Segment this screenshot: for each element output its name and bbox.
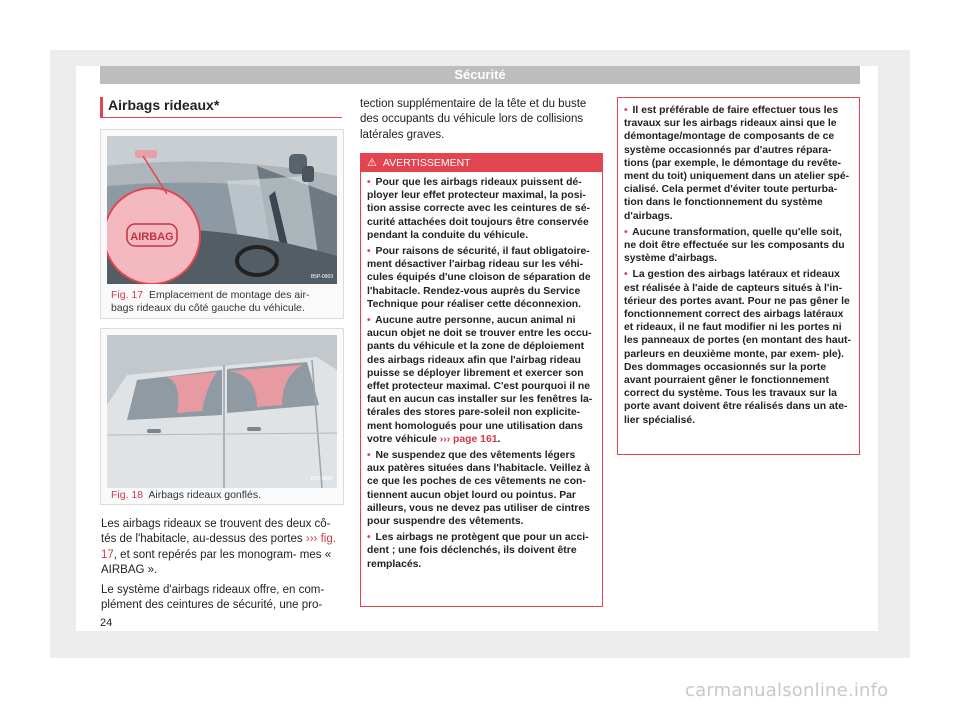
paragraph-text: Les airbags rideaux se trouvent des deux cô- tés de l'habitacle, au-dessus des portes <box>101 518 331 546</box>
figure-17 <box>100 129 344 319</box>
figure-label: Fig. 17 <box>111 289 144 301</box>
cross-reference-arrows: ››› <box>305 533 318 546</box>
airbag-monogram-label: AIRBAG <box>130 231 174 243</box>
warning-heading <box>361 154 602 172</box>
warning-item: • Aucune transformation, quelle qu'elle soit, ne doit être effectuée sur les composants du système d'airbags. <box>624 226 845 265</box>
figure-link[interactable]: fig. 17 <box>101 533 336 561</box>
page-number: 24 <box>100 617 113 629</box>
figure-caption <box>111 489 333 502</box>
warning-item: • Ne suspendez que des vêtements légers aux patères situées dans l'habitacle. Veillez à ce que les poches de ces vêtements ne con- tiennent aucun objet lourd ou pointus. Par ailleurs, vous ne devez pas utiliser de cintres pour suspendre des vêtements. <box>367 450 591 528</box>
warning-list <box>618 98 859 427</box>
inflated-airbags-illustration <box>107 335 337 488</box>
figure-caption-text: Emplacement de montage des air- bags rideaux du côté gauche du véhicule. <box>111 289 310 314</box>
warning-heading-text: AVERTISSEMENT <box>382 157 471 169</box>
figure-code: B5P-0830 <box>310 476 333 482</box>
warning-item: • Aucune autre personne, aucun animal ni aucun objet ne doit se trouver entre les occu- pants du véhicule et la zone de déploiement des airbags rideaux afin que l'airbag rideau puisse se déployer librement et exercer son effet protecteur maximal. C'est pourquoi il ne faut en aucun cas installer sur les fenêtres la- térales des stores pare-soleil non explicite- ment homologués pour une utilisation dans votre véhicule ››› page 161. <box>367 315 593 445</box>
warning-item: • La gestion des airbags latéraux et rideaux est réalisée à l'aide de capteurs situés à l'in- térieur des portes avant. Pour ne pas gêner le fonctionnement correct des airbags latéraux et rideaux, il ne faut modifier ni les portes ni les panneaux de portes (en montant des haut-parleurs en deuxième monte, par exem- ple). Des dommages occasionnés sur la porte avant pourraient gêner le fonctionnement correct du système. Tous les travaux sur la porte avant doivent être réalisés dans un ate- lier spécialisé. <box>624 269 851 426</box>
paragraph-text: , et sont repérés par les monogram- mes « AIRBAG ». <box>101 548 332 577</box>
warning-item: • Il est préférable de faire effectuer tous les travaux sur les airbags rideaux ainsi que le démontage/montage de composants de ce système occasionnés par d'autres répara- tions (par exemple, le démontage du revête- ment du toit) uniquement dans un atelier spé- cialisé. Cela permet d'éviter toute perturba- tion dans le fonctionnement du système d'airbags. <box>624 105 850 222</box>
section-title: Airbags rideaux* <box>100 97 342 118</box>
paragraph <box>101 517 344 579</box>
paragraph: Le système d'airbags rideaux offre, en com- plément des ceintures de sécurité, une pro- <box>101 583 325 612</box>
warning-item: • Pour que les airbags rideaux puissent dé- ployer leur effet protecteur maximal, la posi- tion assise correcte avec les ceintures de sé- curité attachées doit toujours être conservée pendant la conduite du véhicule. <box>367 177 590 241</box>
page-header: Sécurité <box>100 66 860 84</box>
figure-caption-text: Airbags rideaux gonflés. <box>148 489 262 501</box>
paragraph: tection supplémentaire de la tête et du buste des occupants du véhicule lors de collisions latérales graves. <box>360 98 587 141</box>
continued-text <box>360 97 606 143</box>
section-heading-wrap <box>100 97 342 118</box>
warning-item: • Pour raisons de sécurité, il faut obligatoire- ment désactiver l'airbag rideau sur les véhi- cules équipés d'une cloison de séparation de l'habitacle. Rendez-vous auprès du Service Technique pour réaliser cette déconnexion. <box>367 246 591 310</box>
warning-triangle-icon: ⚠ <box>367 157 377 169</box>
warning-box <box>360 153 603 607</box>
watermark: carmanualsonline.info <box>685 680 889 701</box>
warning-box-continued <box>617 97 860 455</box>
figure-label: Fig. 18 <box>111 489 144 501</box>
airbag-mounting-illustration <box>107 136 337 284</box>
figure-caption <box>111 289 333 315</box>
warning-item: • Les airbags ne protègent que pour un acci- dent ; une fois déclenchés, ils doivent être remplacés. <box>367 532 589 570</box>
page-link[interactable]: ››› page 161 <box>439 433 498 445</box>
figure-18 <box>100 328 344 505</box>
warning-list <box>361 172 602 571</box>
figure-code: B5P-0969 <box>310 274 333 280</box>
intro-text <box>101 517 344 617</box>
